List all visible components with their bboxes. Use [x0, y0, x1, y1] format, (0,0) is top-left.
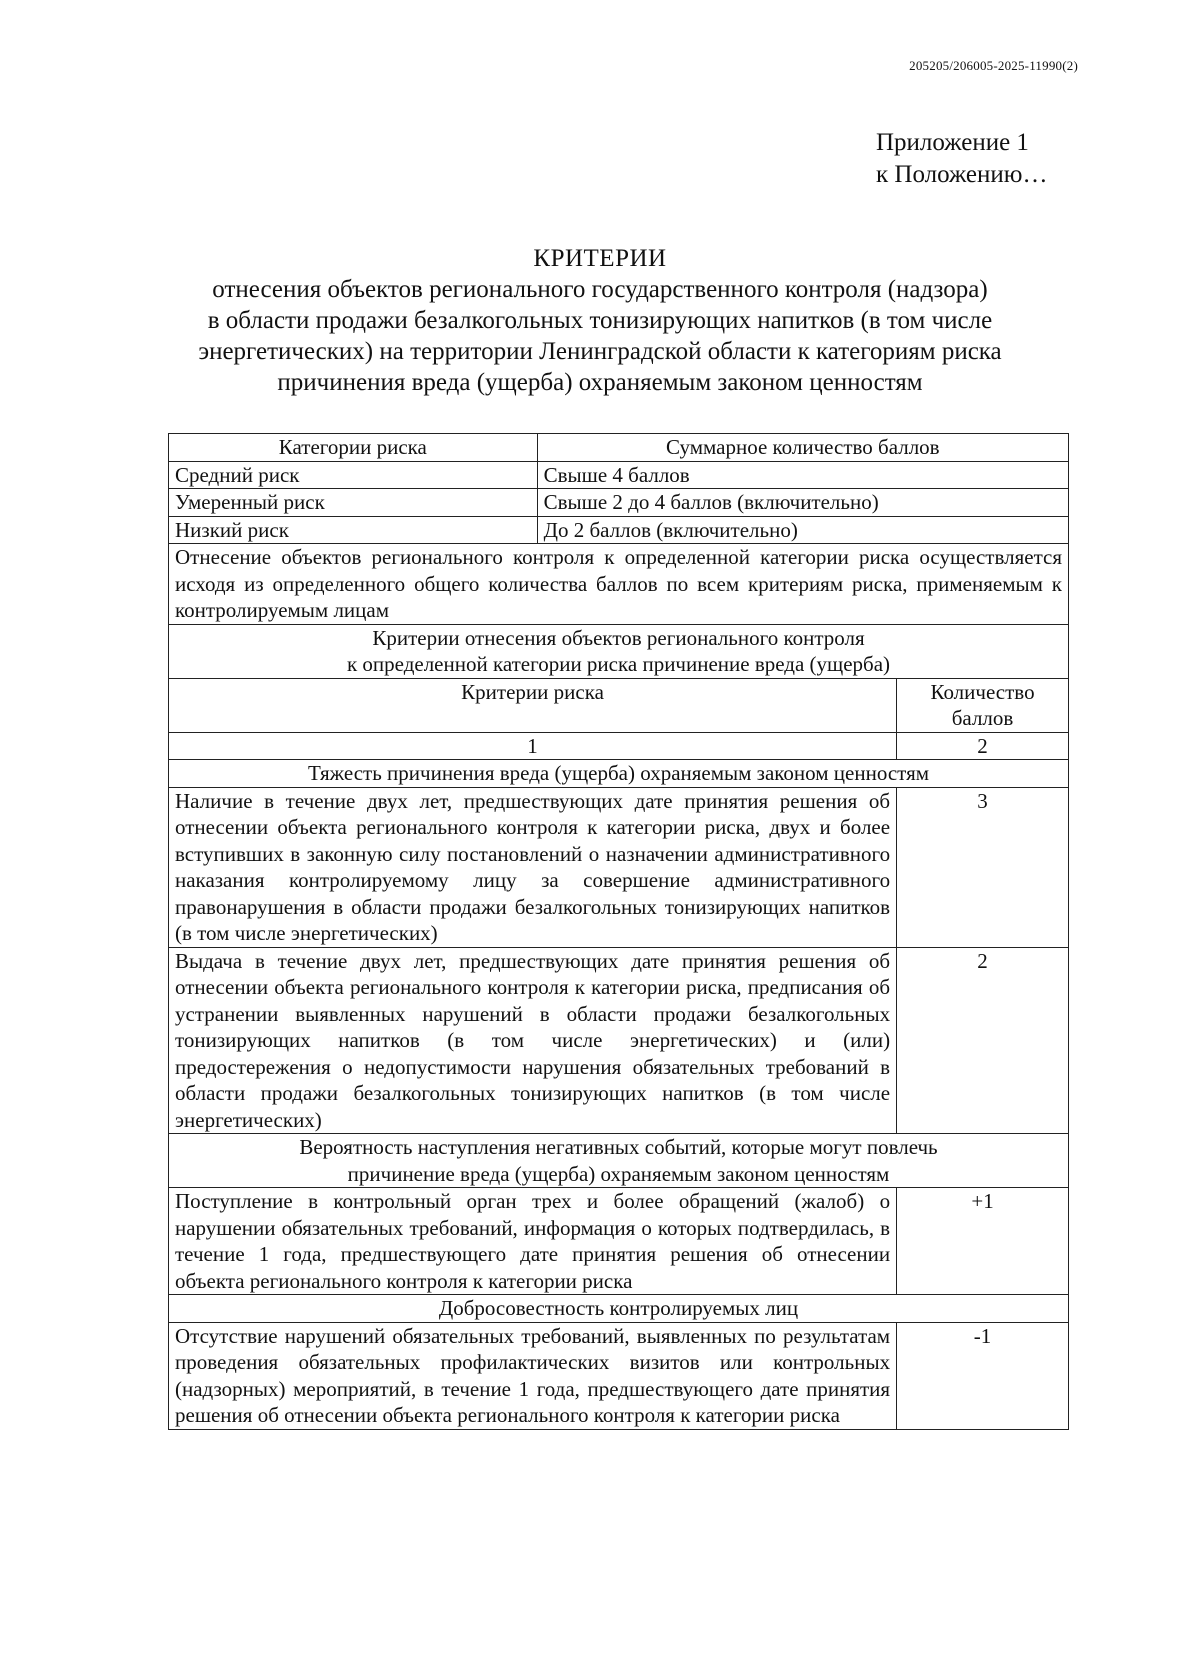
appendix-line-2: к Положению… [876, 161, 1048, 188]
risk-row [169, 461, 1069, 489]
criteria-title-cell [169, 624, 1069, 678]
criterion-row [169, 1322, 1069, 1429]
risk-criteria-table [168, 433, 1069, 1430]
section-title-probability [169, 1134, 1069, 1188]
appendix-label [876, 127, 1047, 191]
risk-row [169, 516, 1069, 544]
criterion-text: Выдача в течение двух лет, предшествующих дате принятия решения об отнесении объекта регионального контроля к категории риска, предписания об устранении выявленных нарушений в области продажи безалкогольных тонизирующих напитков (в том числе энергетических) и (или) предостережения о недопустимости нарушения обязательных требований в области продажи безалкогольных тонизирующих напитков (в том числе энергетических) [169, 947, 897, 1134]
title-subtitle-line: энергетических) на территории Ленинградской области к категориям риска [198, 338, 1002, 365]
criteria-column-header: Критерии риска [169, 678, 897, 732]
section-title-row [169, 1134, 1069, 1188]
criterion-points: +1 [897, 1188, 1069, 1295]
risk-points-cell: Свыше 2 до 4 баллов (включительно) [537, 489, 1068, 517]
criteria-title-line: к определенной категории риска причинение вреда (ущерба) [346, 652, 891, 676]
criterion-points: 3 [897, 787, 1069, 947]
title-heading: КРИТЕРИИ [533, 245, 667, 272]
title-subtitle-line: в области продажи безалкогольных тонизирующих напитков (в том числе [207, 307, 993, 334]
risk-category-cell: Умеренный риск [169, 489, 538, 517]
criterion-text: Поступление в контрольный орган трех и более обращений (жалоб) о нарушении обязательных требований, информация о которых подтвердилась, в течение 1 года, предшествующего дате принятия решения об отнесении объекта регионального контроля к категории риска [169, 1188, 897, 1295]
document-title [150, 243, 1050, 398]
risk-header-row [169, 434, 1069, 462]
column-numbers-row [169, 732, 1069, 760]
risk-category-cell: Средний риск [169, 461, 538, 489]
points-header-line: Количество [930, 679, 1035, 704]
section-title-row [169, 760, 1069, 788]
points-column-header [897, 678, 1069, 732]
section-title-integrity: Добросовестность контролируемых лиц [169, 1295, 1069, 1323]
criterion-text: Отсутствие нарушений обязательных требований, выявленных по результатам проведения обязательных профилактических визитов или контрольных (надзорных) мероприятий, в течение 1 года, предшествующего дате принятия решения об отнесении объекта регионального контроля к категории риска [169, 1322, 897, 1429]
criterion-text: Наличие в течение двух лет, предшествующих дате принятия решения об отнесении объекта регионального контроля к категории риска, двух и более вступивших в законную силу постановлений о назначении административного наказания контролируемому лицу за совершение административного правонарушения в области продажи безалкогольных тонизирующих напитков (в том числе энергетических) [169, 787, 897, 947]
criteria-title-line: Критерии отнесения объектов регионального контроля [372, 625, 865, 650]
note-row [169, 544, 1069, 625]
risk-points-cell: До 2 баллов (включительно) [537, 516, 1068, 544]
risk-category-header: Категории риска [169, 434, 538, 462]
points-header-line: баллов [951, 706, 1014, 730]
section-title-row [169, 1295, 1069, 1323]
risk-points-cell: Свыше 4 баллов [537, 461, 1068, 489]
criterion-row [169, 787, 1069, 947]
section-title-severity: Тяжесть причинения вреда (ущерба) охраняемым законом ценностям [169, 760, 1069, 788]
criterion-points: -1 [897, 1322, 1069, 1429]
title-subtitle-line: отнесения объектов регионального государственного контроля (надзора) [212, 276, 988, 303]
criterion-row [169, 1188, 1069, 1295]
total-points-header: Суммарное количество баллов [537, 434, 1068, 462]
title-subtitle-line: причинения вреда (ущерба) охраняемым законом ценностям [277, 369, 923, 396]
section-title-line: Вероятность наступления негативных событий, которые могут повлечь [299, 1135, 938, 1159]
note-cell: Отнесение объектов регионального контроля к определенной категории риска осуществляется исходя из определенного общего количества баллов по всем критериям риска, применяемым к контролируемым лицам [169, 544, 1069, 625]
risk-row [169, 489, 1069, 517]
document-number: 205205/206005-2025-11990(2) [909, 58, 1078, 73]
section-title-line: причинение вреда (ущерба) охраняемым законом ценностям [347, 1161, 890, 1186]
criterion-points: 2 [897, 947, 1069, 1134]
column-number-1: 1 [169, 732, 897, 760]
criteria-title-row [169, 624, 1069, 678]
risk-category-cell: Низкий риск [169, 516, 538, 544]
columns-header-row [169, 678, 1069, 732]
appendix-line-1: Приложение 1 [876, 129, 1029, 156]
column-number-2: 2 [897, 732, 1069, 760]
criterion-row [169, 947, 1069, 1134]
